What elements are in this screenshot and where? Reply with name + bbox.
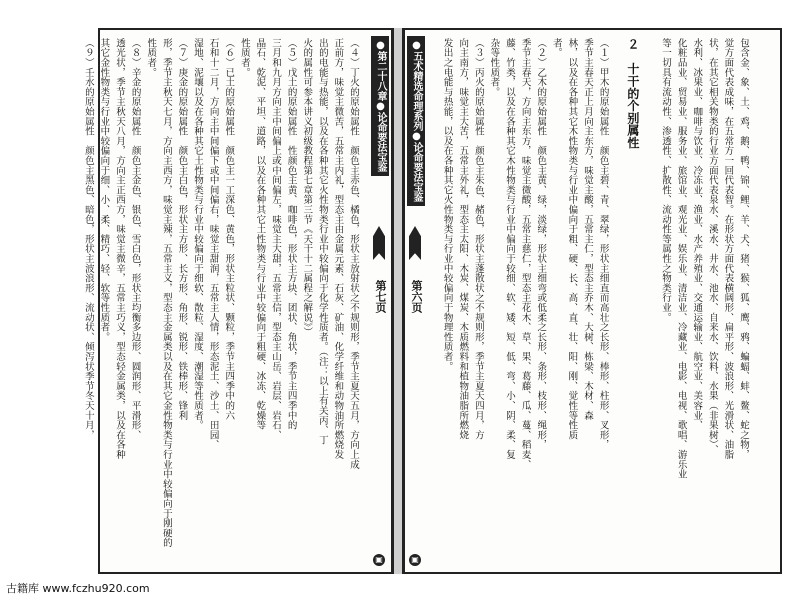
text-column: 湿地、泥壤以及在各种其它土性物类与行业中较偏向于细软、散粒、湿度、潮湿等性质者。 [192,38,203,430]
text-column: 形，季节主秋天七月，方向主西方，味觉主辣，五常主义，型态主金属类以及在其它金性物类与行业中较偏向于刚硬的 [160,38,172,548]
text-column: 藤、竹类，以及在各种其它木性物类与行业中偏向于较细、软、矮、短、低、弯、小、阴、柔、复 [504,38,515,460]
seal-icon: ▣ [373,554,385,566]
text-column: ２ 十干的个别属性 [625,38,640,149]
left-page-number: 第七页 [374,280,387,313]
text-column: （２）乙木的原始属性 颜色主黄、绿，淡绿，形状主细弯或低柔之长形、条形、枝形、绳形， [535,38,547,450]
text-column: 三月和九月方向主中间偏上或中间偏左，味觉主大甜，五常主信，型态主山岳、岩层、岩石、 [270,38,281,440]
text-column: 状，在其它相关物类的行业方面代表泉水、溪水、井水、池水、自来水、饮料、水果（非果树）、 [706,38,718,455]
text-column: （１）甲木的原始属性 颜色主碧、青、翠绿，形状主细直而高壮之长形、棒形、柱形、叉形， [597,38,609,450]
text-column: 性质者。 [238,38,250,78]
book-spine [394,28,402,574]
text-column: 者。 [550,38,562,58]
seal-icon: ▣ [409,554,421,566]
right-page [402,28,782,574]
right-page-margin [404,30,427,572]
text-column: 等一切具有流动性、渗透性、扩散性、流动性等属性之物类行业。 [660,38,671,323]
left-page [82,28,394,574]
text-column: 透光状，季节主秋天八月，方向主正西方，味觉主微辛，五常主巧义，型态轻金属类，以及在各种 [114,38,125,460]
text-column: 火的属性可参本讲义初级教程第七章第三节《天干十二属程之解说》） [301,38,313,338]
text-column: （７）庚金的原始属性 颜色主白色，形状主方形、长方形、角形、锐形、铁棒形、锋利 [176,38,188,421]
text-column: （６）已土的原始属性 颜色主一工深色、黄色，形状主粒状、颗粒，季节主四季中的六 [223,38,235,421]
text-column: 季节主春天，方向主东方，味觉主微酸，五常主慈仁，型态主花木、草、果、葛藤、瓜、蔓、稻麦、 [519,38,531,470]
text-column: 石和十二月，方向主中间偏下或中间偏右，味觉主甜润，五常主人情，形态泥土、沙土、田园、 [207,38,219,450]
text-column: 化粧品业、贸易业、服务业、旅馆业、观光业、娱乐业、清洁业、冷藏业、电影、电视、歌唱、游乐业 [675,38,687,479]
text-column: （５）戊土的原始属性 性颜色主黄、咖啡色，形状主方块、团状、角状，季节主四季中的 [285,38,297,430]
text-column: 正前方，味觉主微苦，五常主内礼，型态主由金属元素、石灰、矿油、化学纤维和动物油所燃烧发 [332,38,344,460]
text-column: 性质者。 [145,38,157,78]
text-column: 水利、冰果业、咖啡与饮业、冷冻业、渔业、水产养殖业、交通运输业、航空业、美容业、 [691,38,703,430]
right-page-header: ●五术精选命理系列●论命要法宝鉴 [407,36,425,206]
left-page-header: ●第二十八章●论命要法宝鉴 [371,36,389,176]
text-column: （９）壬水的原始属性 颜色主黑色、暗色，形状主波浪形、流动状、倾泻状季节冬天十月， [82,38,94,440]
right-page-number: 第六页 [410,280,423,313]
text-column: 晶石、乾泥、平坦、道路，以及在各种其它土性物类与行业中较偏向于粗硬、冰冻、乾燥等 [254,38,266,430]
left-page-margin [369,30,392,572]
text-column: （３）丙火的原始属性 颜色主朱色、赭色，形状主蓬散状之不规则形，季节主夏天四月，方 [472,38,484,440]
fish-tail-ornament-icon [409,226,421,260]
site-watermark: 古籍库 www.fczhu920.com [6,582,150,595]
text-column: 向主南方，味觉主大苦，五常主外礼，型态主太阳、木炭、煤炭、木质燃料和植物油脂所燃烧 [457,38,469,440]
text-column: 出的电能与热能，以及在各种其它火性物类行业中较偏向于化学性质者。（注：以上有关丙、丁 [316,38,328,445]
text-column: 林，以及在各种其它木性物类与行业中偏向于粗、硬、长、高、直、壮、阳、刚、觉性等性质 [566,38,578,440]
text-column: 包含金、象、土、鸡、鹅、鸭、锦、鲤、羊、犬、猪、猴、狐、鹰、鸦、蝙蝠、蚌、鳌、蛇之物， [738,38,749,460]
text-column: 发出之电能与热能，以及在各种其它火性物类与行业中较偏向于物理性质者。 [441,38,453,372]
text-column: （８）辛金的原始属性 颜色主金色、银色、雪白色，形状主均衡多边形、圆润形、平滑形、 [129,38,141,440]
text-column: 杂等性质者。 [488,38,500,97]
fish-tail-ornament-icon [373,226,385,260]
text-column: 季节主春天正上月向主东方，味觉主酸，五常主仁，型态主乔木、大树、栋梁、木材、森 [582,38,593,421]
text-column: （４）丁火的原始属性 颜色主赤色、橘色，形状主放射状之不规则形，季节主夏天五月，方向上成 [348,38,359,470]
text-column: 觉方面代表成味，在五常方一回代表智。在形状方面代表横阔形、扁平形、波浪形、光滑状、油脂 [722,38,734,460]
text-column: 其它金性物类与行业中较偏向于细、小、柔、精巧、轻、软等性质者。 [98,38,110,342]
